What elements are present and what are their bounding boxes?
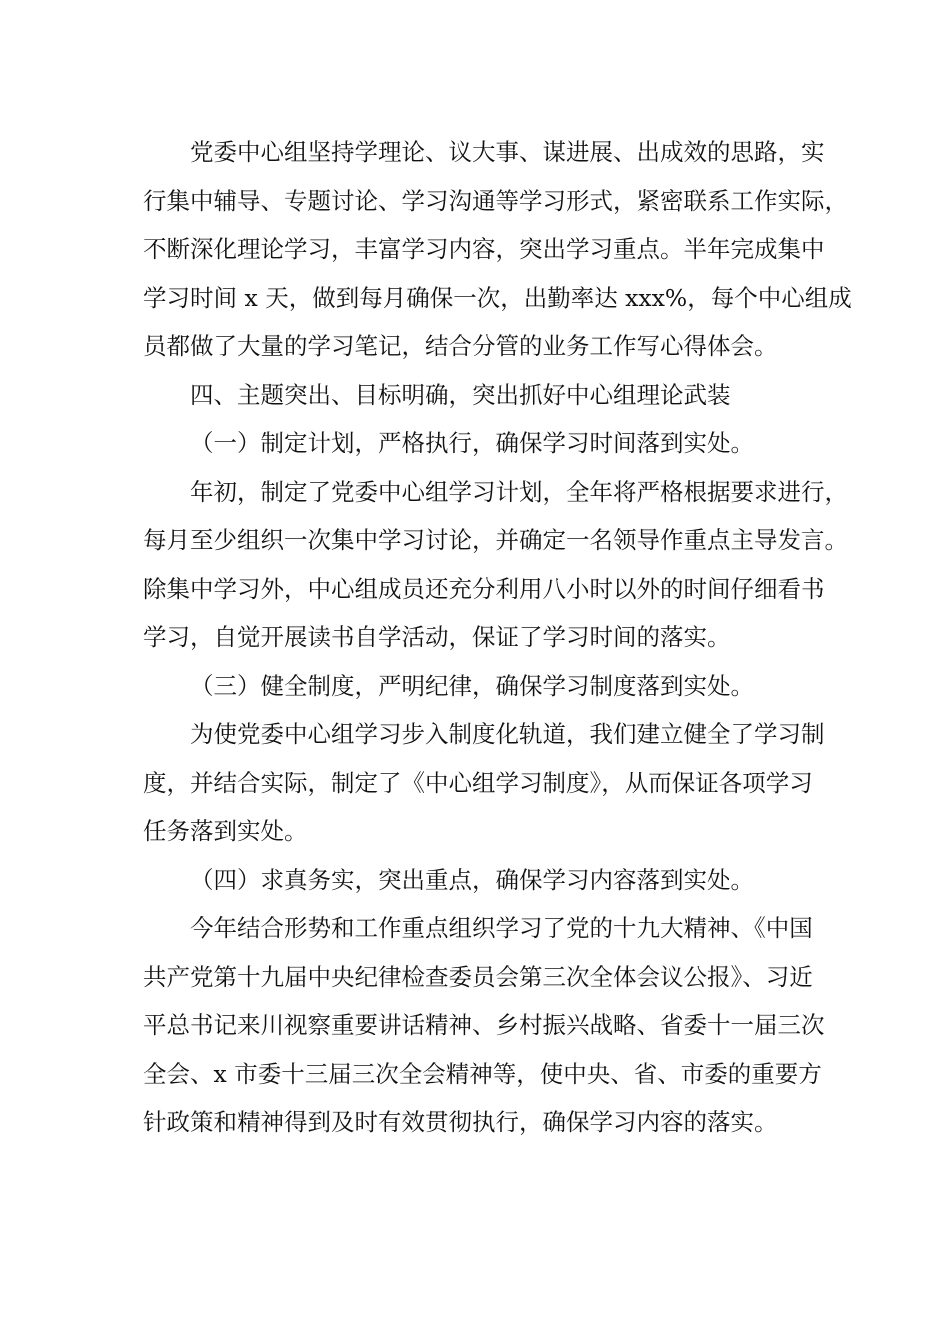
section-heading: 四、主题突出、目标明确，突出抓好中心组理论武装 [190, 380, 731, 409]
subsection-heading: （四）求真务实，突出重点，确保学习内容落到实处。 [190, 865, 754, 894]
text-line: 年初，制定了党委中心组学习计划，全年将严格根据要求进行， [190, 477, 848, 506]
document-body [143, 128, 852, 1147]
text-line: 党委中心组坚持学理论、议大事、谋进展、出成效的思路，实 [190, 138, 825, 166]
text-line: 行集中辅导、专题讨论、学习沟通等学习形式，紧密联系工作实际， [143, 186, 848, 215]
text-line: 员都做了大量的学习笔记，结合分管的业务工作写心得体会。 [143, 332, 778, 360]
text-line: 任务落到实处。 [143, 817, 308, 845]
text-line: 平总书记来川视察重要讲话精神、乡村振兴战略、省委十一届三次 [143, 1011, 825, 1039]
text-line: 学习时间 x 天，做到每月确保一次，出勤率达 xxx%，每个中心组成 [143, 283, 852, 312]
text-line: 为使党委中心组学习步入制度化轨道，我们建立健全了学习制 [190, 720, 825, 748]
text-line: 共产党第十九届中央纪律检查委员会第三次全体会议公报》、习近 [143, 962, 813, 991]
text-line: 今年结合形势和工作重点组织学习了党的十九大精神、《中国 [190, 914, 813, 942]
text-line: 除集中学习外，中心组成员还充分利用八小时以外的时间仔细看书 [143, 574, 825, 603]
subsection-heading: （三）健全制度，严明纪律，确保学习制度落到实处。 [190, 671, 754, 700]
text-line: 针政策和精神得到及时有效贯彻执行，确保学习内容的落实。 [143, 1108, 778, 1136]
subsection-heading: （一）制定计划，严格执行，确保学习时间落到实处。 [190, 429, 754, 457]
text-line: 学习，自觉开展读书自学活动，保证了学习时间的落实。 [143, 623, 731, 651]
text-line: 每月至少组织一次集中学习讨论，并确定一名领导作重点主导发言。 [143, 526, 848, 554]
text-line: 全会、x 市委十三届三次全会精神等，使中央、省、市委的重要方 [143, 1059, 822, 1088]
text-line: 度，并结合实际，制定了《中心组学习制度》，从而保证各项学习 [143, 768, 813, 797]
text-line: 不断深化理论学习，丰富学习内容，突出学习重点。半年完成集中 [143, 235, 825, 263]
